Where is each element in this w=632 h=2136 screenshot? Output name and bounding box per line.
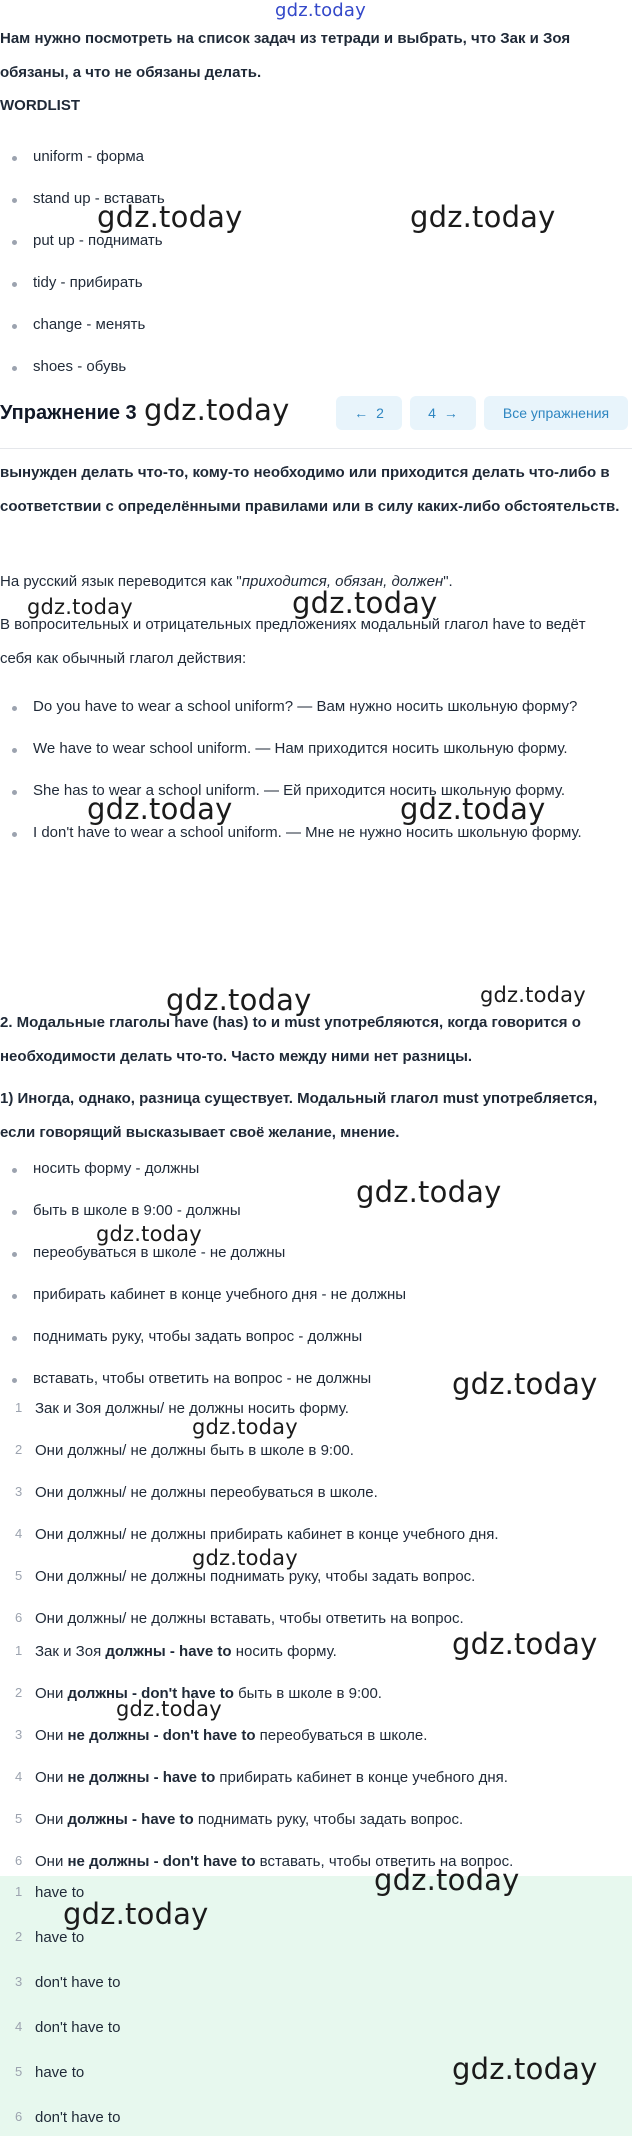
watermark: gdz.today <box>452 1627 598 1661</box>
item-answer: должны - don't have to <box>67 1685 234 1702</box>
prev-exercise-button[interactable] <box>336 396 402 430</box>
watermark: gdz.today <box>356 1175 502 1209</box>
theory-paragraph: 2. Модальные глаголы have (has) to и must употребляются, когда говорится о необходимости делать что-то. Часто между ними нет разницы. <box>0 1014 581 1065</box>
item-number: 2 <box>15 1685 23 1700</box>
list-item: поднимать руку, чтобы задать вопрос - должны <box>0 1320 632 1354</box>
list-item: stand up - вставать <box>0 182 632 216</box>
item-text: Они должны/ не должны переобуваться в школе. <box>35 1484 378 1501</box>
item-text: носить форму. <box>231 1643 337 1660</box>
item-number: 4 <box>15 1526 23 1541</box>
intro-text: Нам нужно посмотреть на список задач из тетради и выбрать, что Зак и Зоя обязаны, а что не обязаны делать. <box>0 30 571 81</box>
item-answer: don't have to <box>35 1974 121 1991</box>
watermark: gdz.today <box>63 1897 209 1931</box>
item-text: Они <box>35 1685 68 1702</box>
list-item: She has to wear a school uniform. — Ей приходится носить школьную форму. <box>0 774 600 808</box>
item-answer: не должны - have to <box>67 1769 216 1786</box>
watermark: gdz.today <box>410 200 556 234</box>
item-number: 5 <box>15 2064 23 2079</box>
item-number: 6 <box>15 1610 23 1625</box>
item-number: 3 <box>15 1727 23 1742</box>
item-answer: не должны - don't have to <box>67 1853 256 1870</box>
watermark: gdz.today <box>292 586 438 620</box>
watermark: gdz.today <box>192 1415 298 1439</box>
list-item: Do you have to wear a school uniform? — Вам нужно носить школьную форму? <box>0 690 600 724</box>
wordlist <box>0 140 632 384</box>
theory-paragraph: 1) Иногда, однако, разница существует. Модальный глагол must употребляется, если говорящий высказывает своё желание, мнение. <box>0 1090 598 1141</box>
item-text: Они <box>35 1853 68 1870</box>
item-number: 1 <box>15 1643 23 1658</box>
arrow-right-icon: → <box>443 405 458 421</box>
item-text: Они должны/ не должны быть в школе в 9:00. <box>35 1442 354 1459</box>
exercise-title: Упражнение 3 <box>0 402 137 424</box>
list-item: быть в школе в 9:00 - должны <box>0 1194 632 1228</box>
next-exercise-label: 4 <box>428 405 436 421</box>
watermark: gdz.today <box>452 2052 598 2086</box>
item-answer: должны - have to <box>67 1811 194 1828</box>
item-number: 4 <box>15 2019 23 2034</box>
item-text: Они должны/ не должны поднимать руку, чтобы задать вопрос. <box>35 1568 476 1585</box>
translation-suffix: ". <box>443 573 453 590</box>
item-text: Они должны/ не должны вставать, чтобы ответить на вопрос. <box>35 1610 464 1627</box>
watermark: gdz.today <box>374 1863 520 1897</box>
item-text: поднимать руку, чтобы задать вопрос. <box>193 1811 464 1828</box>
list-item: прибирать кабинет в конце учебного дня - не должны <box>0 1278 632 1312</box>
watermark: gdz.today <box>480 983 586 1007</box>
item-answer: не должны - don't have to <box>67 1727 256 1744</box>
list-item: вставать, чтобы ответить на вопрос - не должны <box>0 1362 632 1396</box>
item-number: 2 <box>15 1929 23 1944</box>
tasks-list <box>0 1152 632 1396</box>
item-text: прибирать кабинет в конце учебного дня. <box>215 1769 508 1786</box>
item-text: Они <box>35 1811 68 1828</box>
item-number: 3 <box>15 1974 23 1989</box>
item-number: 1 <box>15 1884 23 1899</box>
watermark: gdz.today <box>452 1367 598 1401</box>
item-answer: have to <box>35 2064 85 2081</box>
item-number: 1 <box>15 1400 23 1415</box>
list-item: tidy - прибирать <box>0 266 632 300</box>
item-number: 5 <box>15 1568 23 1583</box>
list-item: I don't have to wear a school uniform. — Мне не нужно носить школьную форму. <box>0 816 600 850</box>
list-item: uniform - форма <box>0 140 632 174</box>
item-answer: don't have to <box>35 2109 121 2126</box>
item-text: быть в школе в 9:00. <box>233 1685 382 1702</box>
arrow-left-icon: ← <box>354 405 369 421</box>
theory-paragraph: В вопросительных и отрицательных предложениях модальный глагол have to ведёт себя как обычный глагол действия: <box>0 616 586 667</box>
item-number: 5 <box>15 1811 23 1826</box>
watermark: gdz.today <box>275 0 367 21</box>
watermark: gdz.today <box>116 1697 222 1721</box>
item-number: 2 <box>15 1442 23 1457</box>
item-text: Они <box>35 1727 68 1744</box>
item-text: Зак и Зоя должны/ не должны носить форму. <box>35 1400 349 1417</box>
watermark: gdz.today <box>192 1546 298 1570</box>
item-text: вставать, чтобы ответить на вопрос. <box>255 1853 514 1870</box>
item-number: 3 <box>15 1484 23 1499</box>
list-item: We have to wear school uniform. — Нам приходится носить школьную форму. <box>0 732 600 766</box>
watermark: gdz.today <box>87 792 233 826</box>
list-item: change - менять <box>0 308 632 342</box>
translation-prefix: На русский язык переводится как " <box>0 573 242 590</box>
item-text: переобуваться в школе. <box>255 1727 428 1744</box>
item-answer: должны - have to <box>105 1643 232 1660</box>
translation-italic: приходится, обязан, должен <box>241 573 444 590</box>
list-item: put up - поднимать <box>0 224 632 258</box>
item-text: Они должны/ не должны прибирать кабинет в конце учебного дня. <box>35 1526 499 1543</box>
watermark: gdz.today <box>144 393 290 427</box>
next-exercise-button[interactable] <box>410 396 476 430</box>
item-text: Они <box>35 1769 68 1786</box>
watermark: gdz.today <box>166 983 312 1017</box>
item-number: 4 <box>15 1769 23 1784</box>
list-item: носить форму - должны <box>0 1152 632 1186</box>
prev-exercise-label: 2 <box>376 405 384 421</box>
list-item: переобуваться в школе - не должны <box>0 1236 632 1270</box>
list-item: shoes - обувь <box>0 350 632 384</box>
examples-list <box>0 690 600 850</box>
item-number: 6 <box>15 1853 23 1868</box>
item-answer: have to <box>35 1929 85 1946</box>
watermark: gdz.today <box>400 792 546 826</box>
exercise-navbar <box>0 388 632 449</box>
item-number: 6 <box>15 2109 23 2124</box>
watermark: gdz.today <box>96 1222 202 1246</box>
wordlist-title: WORDLIST <box>0 97 80 114</box>
theory-paragraph: вынужден делать что-то, кому-то необходимо или приходится делать что-либо в соответствии с определёнными правилами или в силу каких-либо обстоятельств. <box>0 464 620 515</box>
all-exercises-button[interactable]: Все упражнения <box>484 396 628 430</box>
item-answer: don't have to <box>35 2019 121 2036</box>
item-text: Зак и Зоя <box>35 1643 106 1660</box>
watermark: gdz.today <box>97 200 243 234</box>
item-answer: have to <box>35 1884 85 1901</box>
watermark: gdz.today <box>27 595 133 619</box>
